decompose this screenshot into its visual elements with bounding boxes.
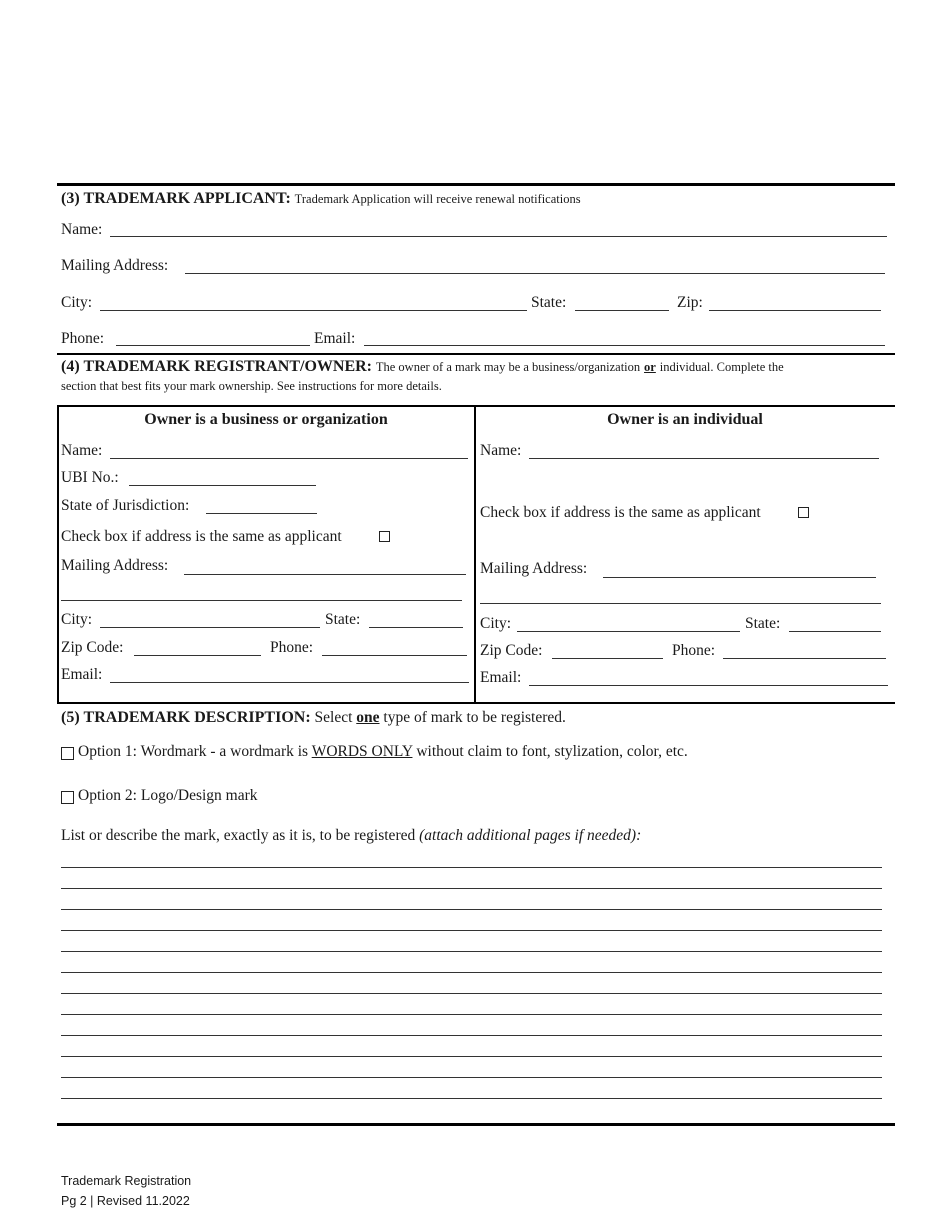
describe-text-a: List or describe the mark, exactly as it is, to be registered [61,827,416,844]
description-line[interactable] [61,867,882,868]
footer-page: Pg 2 | Revised 11.2022 [61,1194,190,1208]
applicant-name-label: Name: [61,221,103,238]
section4-title: TRADEMARK REGISTRANT/OWNER: [83,358,372,375]
business-column-heading: Owner is a business or organization [144,411,388,428]
section3-number: (3) [61,190,80,207]
section4-table-bottom-rule [57,702,895,704]
option1-label [78,743,688,761]
option2-label: Option 2: Logo/Design mark [78,787,258,804]
business-state-label: State: [325,611,361,628]
section4-header [61,358,784,376]
individual-name-label: Name: [480,442,522,459]
applicant-zip-field[interactable] [709,310,881,311]
applicant-email-field[interactable] [364,345,885,346]
individual-mailing-label: Mailing Address: [480,560,588,577]
individual-zip-label: Zip Code: [480,642,543,659]
business-email-label: Email: [61,666,103,683]
individual-phone-label: Phone: [672,642,716,659]
section5-number: (5) [61,709,80,726]
business-name-field[interactable] [110,458,468,459]
applicant-state-label: State: [531,294,567,311]
applicant-city-field[interactable] [100,310,527,311]
section3-header [61,190,581,208]
applicant-state-field[interactable] [575,310,669,311]
individual-city-field[interactable] [517,631,740,632]
business-name-label: Name: [61,442,103,459]
option1-text-a: Option 1: Wordmark - a wordmark is [78,743,309,760]
description-line[interactable] [61,930,882,931]
applicant-phone-label: Phone: [61,330,105,347]
business-same-address-label: Check box if address is the same as applicant [61,528,342,545]
description-line[interactable] [61,888,882,889]
description-line[interactable] [61,993,882,994]
individual-same-address-label: Check box if address is the same as applicant [480,504,761,521]
business-ubi-field[interactable] [129,485,316,486]
business-ubi-label: UBI No.: [61,469,119,486]
section4-note-line2: section that best fits your mark ownership. See instructions for more details. [61,379,442,393]
individual-column-heading: Owner is an individual [607,411,763,428]
description-line[interactable] [61,1056,882,1057]
applicant-email-label: Email: [314,330,356,347]
business-phone-field[interactable] [322,655,467,656]
applicant-mailing-label: Mailing Address: [61,257,169,274]
business-state-field[interactable] [369,627,463,628]
section4-top-rule [57,353,895,355]
business-city-label: City: [61,611,93,628]
option1-words-only: WORDS ONLY [311,743,413,760]
description-line[interactable] [61,972,882,973]
section3-note: Trademark Application will receive renewal notifications [294,192,581,206]
business-jurisdiction-label: State of Jurisdiction: [61,497,190,514]
section3-top-rule [57,183,895,186]
individual-same-address-checkbox[interactable] [798,507,809,518]
business-city-field[interactable] [100,627,320,628]
option2-checkbox[interactable] [61,791,74,804]
business-zip-field[interactable] [134,655,261,656]
section5-instr-one: one [356,709,380,726]
section4-number: (4) [61,358,80,375]
description-line[interactable] [61,1077,882,1078]
business-email-field[interactable] [110,682,469,683]
section5-instr-b: type of mark to be registered. [383,709,566,726]
section5-instr-a: Select [314,709,353,726]
individual-email-label: Email: [480,669,522,686]
individual-mailing-field-line2[interactable] [480,603,881,604]
section4-column-divider [474,405,476,703]
business-jurisdiction-field[interactable] [206,513,317,514]
footer-title: Trademark Registration [61,1174,192,1188]
section5-title: TRADEMARK DESCRIPTION: [83,709,311,726]
description-line[interactable] [61,1014,882,1015]
applicant-mailing-field[interactable] [185,273,885,274]
section5-bottom-rule [57,1123,895,1126]
section4-note-a: The owner of a mark may be a business/organization [375,360,641,374]
description-line[interactable] [61,1035,882,1036]
section4-left-border [57,405,59,703]
section4-table-top-rule [57,405,895,407]
option1-checkbox[interactable] [61,747,74,760]
individual-email-field[interactable] [529,685,888,686]
option1-text-b: without claim to font, stylization, color, etc. [416,743,688,760]
applicant-name-field[interactable] [110,236,887,237]
individual-mailing-field[interactable] [603,577,876,578]
business-same-address-checkbox[interactable] [379,531,390,542]
individual-city-label: City: [480,615,512,632]
business-zip-label: Zip Code: [61,639,124,656]
individual-state-field[interactable] [789,631,881,632]
individual-zip-field[interactable] [552,658,663,659]
business-mailing-field[interactable] [184,574,466,575]
section3-title: TRADEMARK APPLICANT: [83,190,291,207]
description-line[interactable] [61,1098,882,1099]
describe-text-b: (attach additional pages if needed): [419,827,642,844]
applicant-city-label: City: [61,294,93,311]
section4-note-b: individual. Complete the [659,360,784,374]
applicant-zip-label: Zip: [677,294,703,311]
section5-header [61,709,566,727]
description-line[interactable] [61,951,882,952]
business-mailing-label: Mailing Address: [61,557,169,574]
individual-name-field[interactable] [529,458,879,459]
applicant-phone-field[interactable] [116,345,310,346]
description-line[interactable] [61,909,882,910]
describe-mark-instruction [61,827,641,845]
individual-state-label: State: [745,615,781,632]
business-phone-label: Phone: [270,639,314,656]
section4-note-or: or [644,360,656,374]
business-mailing-field-line2[interactable] [61,600,462,601]
individual-phone-field[interactable] [723,658,886,659]
